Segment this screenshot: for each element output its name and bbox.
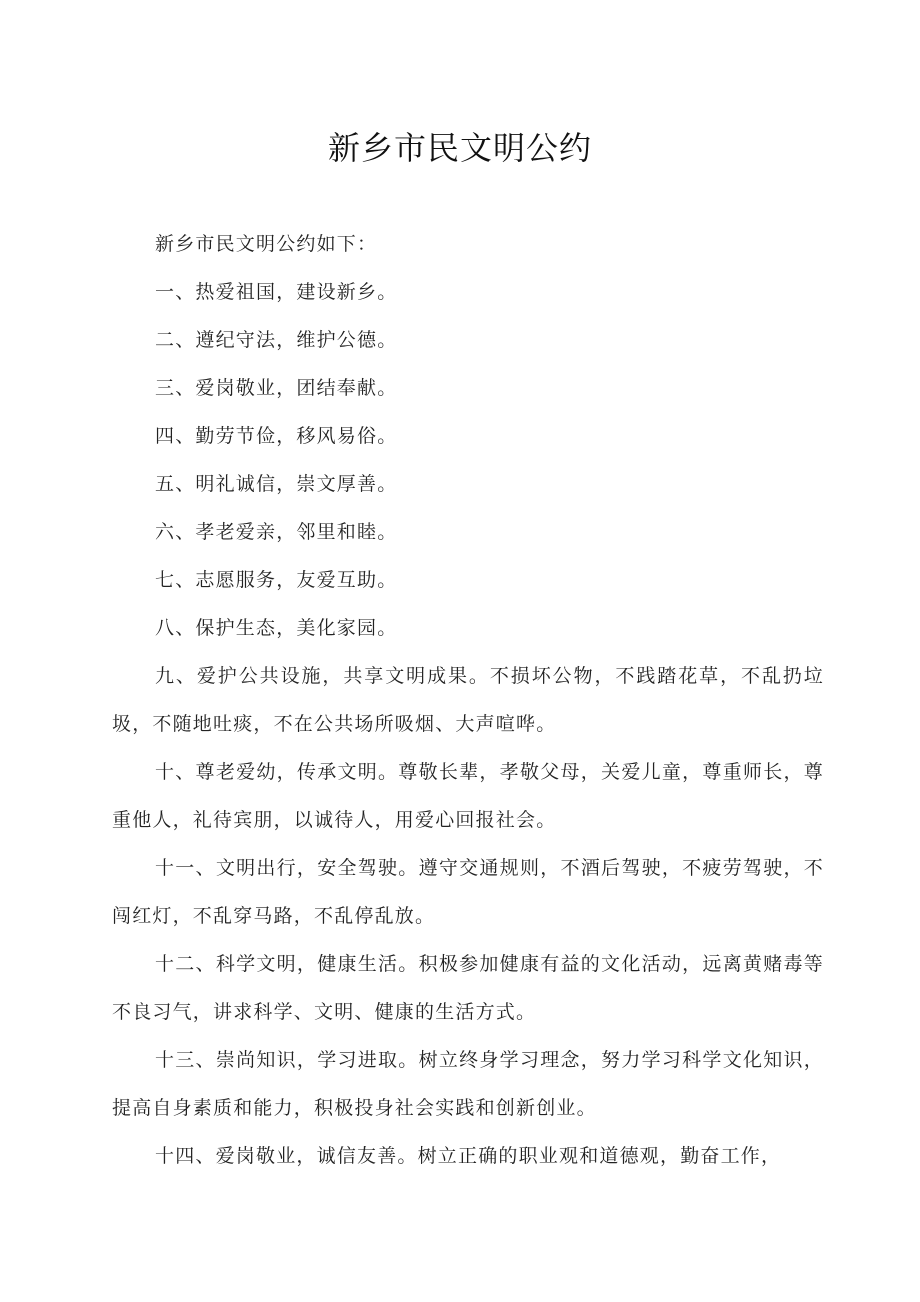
paragraph-item-6: 六、孝老爱亲，邻里和睦。 xyxy=(155,521,398,543)
paragraph-item-1: 一、热爱祖国，建设新乡。 xyxy=(155,281,398,303)
paragraph-item-8: 八、保护生态，美化家园。 xyxy=(155,617,398,639)
paragraph-item-9: 九、爱护公共设施，共享文明成果。不损坏公物，不践踏花草，不乱扔垃圾，不随地吐痰，不在公共场所吸烟、大声喧哗。 xyxy=(112,665,824,735)
paragraph-item-5: 五、明礼诚信，崇文厚善。 xyxy=(155,473,398,495)
paragraph-intro: 新乡市民文明公约如下： xyxy=(155,233,378,255)
document-body xyxy=(112,220,824,1180)
document-title: 新乡市民文明公约 xyxy=(327,129,592,167)
paragraph-item-10: 十、尊老爱幼，传承文明。尊敬长辈，孝敬父母，关爱儿童，尊重师长，尊重他人，礼待宾朋，以诚待人，用爱心回报社会。 xyxy=(112,761,824,831)
paragraph-item-14: 十四、爱岗敬业，诚信友善。树立正确的职业观和道德观，勤奋工作， xyxy=(155,1145,782,1167)
paragraph-item-3: 三、爱岗敬业，团结奉献。 xyxy=(155,377,398,399)
paragraph-item-7: 七、志愿服务，友爱互助。 xyxy=(155,569,398,591)
paragraph-item-4: 四、勤劳节俭，移风易俗。 xyxy=(155,425,398,447)
paragraph-item-12: 十二、科学文明，健康生活。积极参加健康有益的文化活动，远离黄赌毒等不良习气，讲求科学、文明、健康的生活方式。 xyxy=(112,953,824,1023)
paragraph-item-13: 十三、崇尚知识，学习进取。树立终身学习理念，努力学习科学文化知识，提高自身素质和能力，积极投身社会实践和创新创业。 xyxy=(112,1049,824,1119)
paragraph-item-11: 十一、文明出行，安全驾驶。遵守交通规则，不酒后驾驶，不疲劳驾驶，不闯红灯，不乱穿马路，不乱停乱放。 xyxy=(112,857,824,927)
paragraph-item-2: 二、遵纪守法，维护公德。 xyxy=(155,329,398,351)
